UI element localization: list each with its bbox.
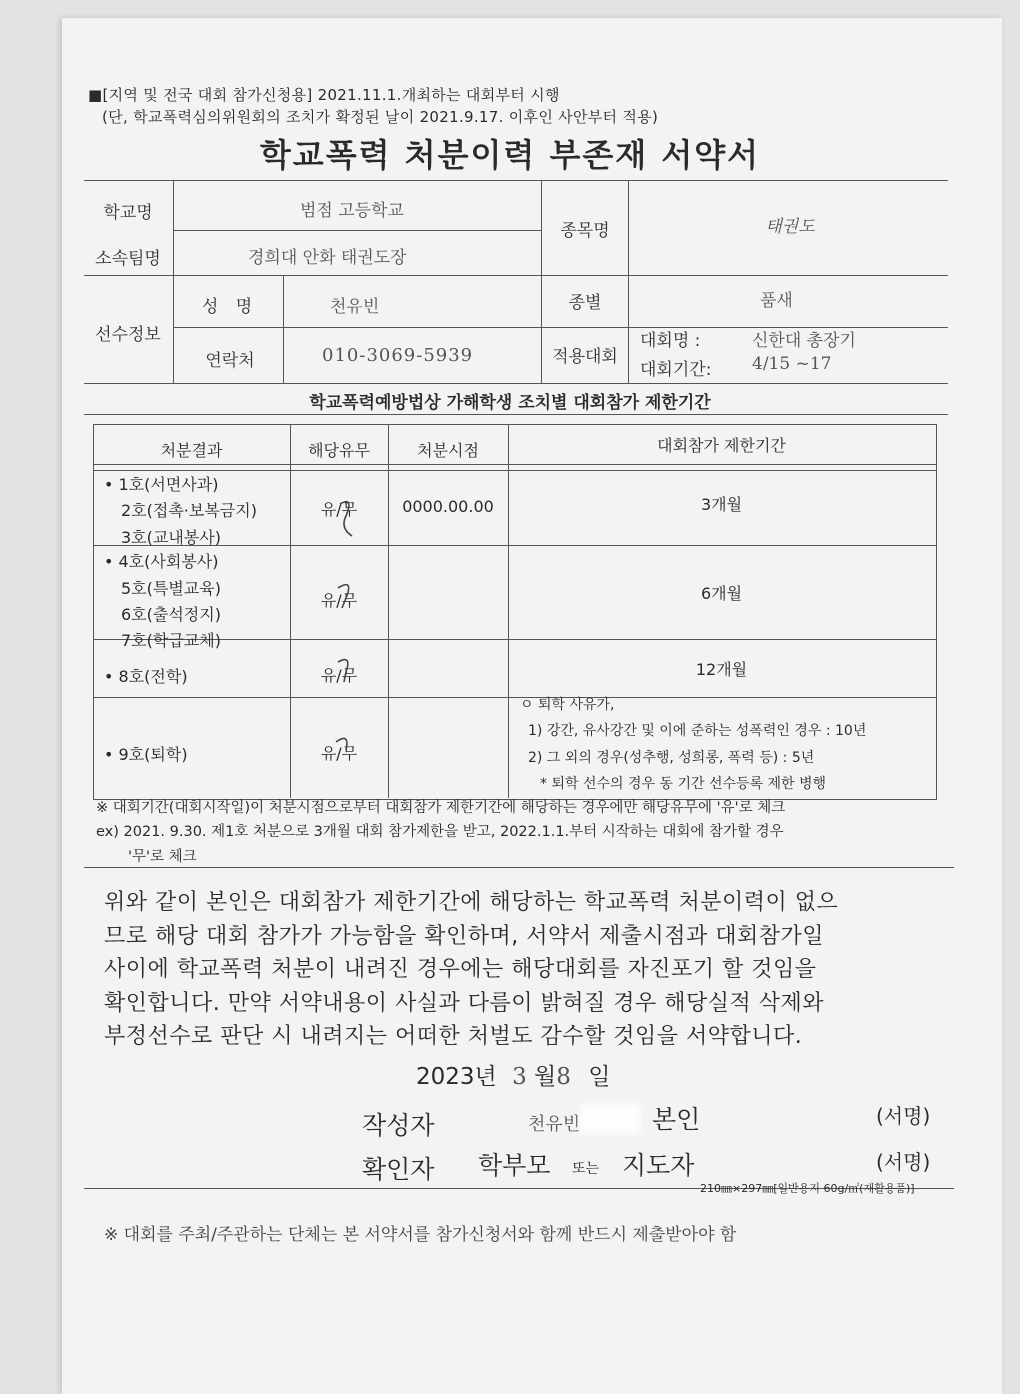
table-row-3-item-1: • 8호(전학)	[104, 667, 188, 686]
team-value: 경희대 안화 태권도장	[248, 248, 407, 268]
notice-line-2: (단, 학교폭력심의위원회의 조치가 확정된 날이 2021.9.17. 이후인 사안부터 적용)	[102, 108, 659, 126]
table-row-2-check: 유/무	[320, 591, 358, 610]
comp-name-label: 대회명 :	[640, 331, 701, 351]
redaction-blur	[580, 1104, 640, 1134]
comp-period-value: 4/15 ~17	[752, 354, 832, 374]
table-row-3-period: 12개월	[695, 660, 748, 679]
table-row-1-period: 3개월	[700, 495, 743, 514]
parent-label: 학부모	[478, 1151, 551, 1180]
category-label: 종별	[568, 293, 602, 313]
name-label: 성 명	[201, 297, 259, 317]
header-applicable: 해당유무	[308, 441, 370, 460]
or-label: 또는	[572, 1161, 600, 1177]
table-row-2-item-3: 6호(출석정지)	[121, 605, 221, 624]
table-row-3-check: 유/무	[320, 666, 358, 685]
player-info-label: 선수정보	[95, 325, 161, 345]
pledge-text: 위와 같이 본인은 대회참가 제한기간에 해당하는 학교폭력 처분이력이 없으 므로 해당 대회 참가가 가능함을 확인하며, 서약서 제출시점과 대회참가일 사이에 학교폭력 처분이 내려진 경우에는 해당대회를 자진포기 할 것임을 확인합니다. 만약 서약내용이 사실과 다름이 밝혀질 경우 해당실적 삭제와 부정선수로 판단 시 내려지는 어떠한 처벌도 감수할 것임을 서약합니다.	[104, 890, 839, 1049]
table-row-1-date: 0000.00.00	[402, 497, 494, 516]
table-row-1-check: 유/무	[320, 500, 358, 519]
table-row-1-item-2: 2호(접촉·보복금지)	[121, 501, 257, 520]
confirm-label: 확인자	[362, 1155, 435, 1184]
header-date: 처분시점	[417, 441, 479, 460]
table-row-2-period: 6개월	[700, 584, 743, 603]
table-row-4-period-line-2: 1) 강간, 유사강간 및 이에 준하는 성폭력인 경우 : 10년	[528, 723, 867, 739]
team-label: 소속팀명	[95, 249, 161, 269]
footnote-2b: '무'로 체크	[128, 849, 197, 865]
comp-period-label: 대회기간:	[640, 360, 712, 380]
sign-2: (서명)	[876, 1150, 931, 1174]
table-row-2-item-4: 7호(학급교체)	[121, 631, 221, 650]
footnote-1: ※ 대회기간(대회시작일)이 처분시점으로부터 대회참가 제한기간에 해당하는 경우에만 해당유무에 '유'로 체크	[96, 800, 786, 816]
contact-label: 연락처	[205, 351, 255, 371]
check-marks-drawing	[290, 424, 388, 798]
header-result: 처분결과	[160, 441, 223, 460]
school-value: 범점 고등학교	[300, 201, 404, 221]
table-row-4-period-line-1: ㅇ 퇴학 사유가,	[520, 697, 615, 713]
coach-label: 지도자	[622, 1151, 695, 1180]
restriction-heading: 학교폭력예방법상 가해학생 조치별 대회참가 제한기간	[309, 393, 711, 413]
table-row-4-period-line-3: 2) 그 외의 경우(성추행, 성희롱, 폭력 등) : 5년	[528, 750, 815, 766]
category-value: 품새	[760, 291, 793, 311]
paper-spec: 210㎜×297㎜[일반용지 60g/㎡(재활용품)]	[700, 1182, 915, 1195]
comp-name-value: 신한대 총장기	[752, 331, 856, 351]
sign-1: (서명)	[876, 1104, 931, 1128]
document-title: 학교폭력 처분이력 부존재 서약서	[259, 136, 761, 174]
table-row-2-item-1: • 4호(사회봉사)	[104, 552, 219, 571]
pledge-date: 2023년 3 월8 일	[416, 1064, 611, 1090]
event-value: 태권도	[765, 217, 815, 237]
bottom-note: ※ 대회를 주최/주관하는 단체는 본 서약서를 참가신청서와 함께 반드시 제출받아야 함	[104, 1225, 737, 1245]
writer-name: 천유빈	[528, 1114, 581, 1135]
table-row-4-check: 유/무	[320, 744, 358, 763]
self-label: 본인	[652, 1105, 701, 1134]
notice-line-1: ■[지역 및 전국 대회 참가신청용] 2021.11.1.개최하는 대회부터 시행	[88, 86, 560, 104]
table-row-1-item-1: • 1호(서면사과)	[104, 475, 219, 494]
school-label: 학교명	[103, 203, 153, 223]
table-row-2-item-2: 5호(특별교육)	[121, 579, 221, 598]
writer-label: 작성자	[362, 1111, 435, 1140]
name-value: 천유빈	[330, 297, 380, 317]
table-row-4-period-line-4: * 퇴학 선수의 경우 동 기간 선수등록 제한 병행	[540, 776, 827, 792]
table-row-4-item-1: • 9호(퇴학)	[104, 745, 188, 764]
table-row-1-item-3: 3호(교내봉사)	[121, 528, 221, 547]
apply-label: 적용대회	[552, 347, 618, 367]
contact-value: 010-3069-5939	[322, 345, 474, 366]
header-period: 대회참가 제한기간	[657, 436, 786, 455]
footnote-2a: ex) 2021. 9.30. 제1호 처분으로 3개월 대회 참가제한을 받고, 2022.1.1.부터 시작하는 대회에 참가할 경우	[96, 824, 784, 840]
event-label: 종목명	[560, 221, 610, 241]
